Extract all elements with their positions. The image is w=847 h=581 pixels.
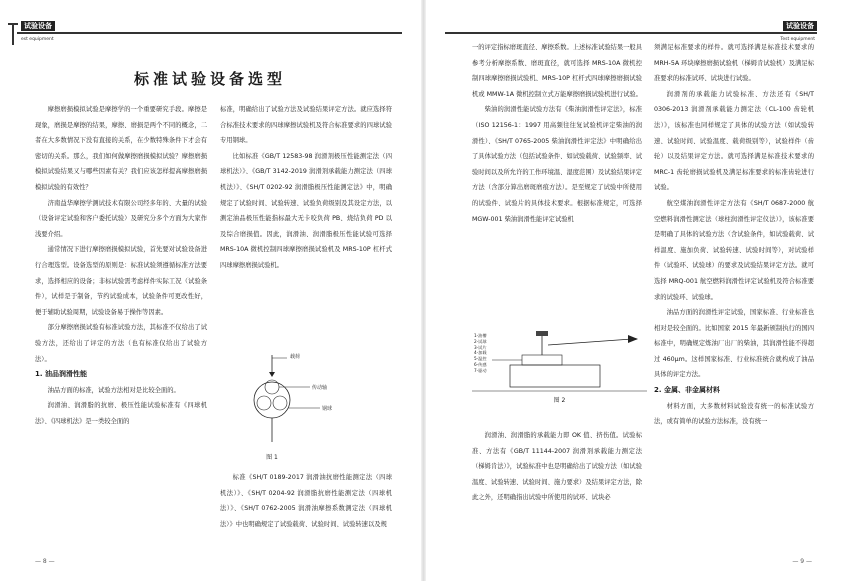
left-column-2	[220, 102, 392, 274]
figure-label-shaft: 传动轴	[312, 385, 328, 391]
right-column-2	[654, 40, 814, 430]
legend-item: 3-试片	[474, 344, 487, 350]
header-t-mark-icon	[8, 23, 14, 45]
paragraph: 航空煤油润滑性评定方法有《SH/T 0687-2000 航空燃料润滑性测定法（球柱润滑性评定仪法）》，该标准要是明确了具体的试验方法（含试验条件，如试验载荷、试样温度、施加负荷、试验转速、试验时间等），对试验样件（试验环、试验球）的要求及试验结果评定方法。就可选择 MRQ-001 航空燃料润滑性评定试验机及符合标准要求的试验环、试验球。	[654, 199, 814, 301]
header-rule	[17, 32, 402, 34]
header-rule	[445, 32, 817, 34]
figure-caption: 图 1	[266, 454, 278, 461]
paragraph: 比如标准《GB/T 12583-98 润滑剂极压性能测定法（四球机法）》、《GB/T 3142-2019 润滑剂承载能力测定法（四球机法）》、《SH/T 0202-92 润滑脂极压性能测定法》中，明确规定了试验时间、试验转速、试验负荷级别及其设定方法，以测定油品极压性能指标最大无卡咬负荷 PB、烧结负荷 PD 以及综合磨损值。因此，润滑油、润滑脂极压性能试验可选择 MRS-10A 微机控制四球摩擦磨损试验机及 MRS-10P 杠杆式四球摩擦磨损试验机。	[220, 152, 392, 269]
paragraph: 须满足标准要求的样件。就可选择满足标准技术要求的 MRH-5A 环块摩擦磨损试验机（梯姆肯试验机）及满足标准要求的标准试环、试块进行试验。	[654, 44, 814, 83]
figure-label-ball: 钢球	[322, 406, 333, 412]
legend-item: 4-加载	[474, 350, 487, 356]
header-section-tag: 试验设备	[783, 21, 817, 31]
article-title: 标准试验设备选型	[133, 70, 286, 88]
legend-item: 6-传感	[474, 361, 487, 367]
paragraph: 柴油的润滑性能试验方法有《柴油润滑性评定法》，标准（ISO 12156-1：1997 用高频往往复试验机评定柴油的润滑性）、《SH/T 0765-2005 柴油润滑性评定法》中明确给出了具体试验方法（包括试验条件、如试验载荷、试验频率、试验时间以及所允许的工作环境温、湿度范围）及试验结果评定方法（含部分算出磨斑磨痕方法）。是至规定了试验中所使用的试验件、试验片的具体技术要求。根据标准规定，可选择 MGW-001 柴油润滑性能评定试验机	[472, 106, 643, 223]
figure-legend	[474, 333, 487, 374]
hfrr-apparatus-diagram	[472, 325, 647, 393]
legend-item: 2-试球	[474, 338, 487, 344]
section-heading: 2. 金属、非金属材料	[654, 386, 720, 395]
right-page	[427, 0, 847, 581]
page-number: — 8 —	[35, 558, 55, 565]
paragraph: 润滑油、润滑脂的抗磨、极压性能试验标准有《四球机法》、《四球机法》是一类较全面的	[35, 402, 207, 425]
paragraph: 标准《SH/T 0189-2017 润滑油抗磨性能测定法（四球机法）》、《SH/T 0204-92 润滑脂抗磨性能测定法（四球机法）》、《SH/T 0762-2005 润滑油摩擦系数测定法（四球机法）》中也明确规定了试验载荷、试验时间、试验转速以及规	[220, 474, 392, 528]
paragraph: 济南益华摩擦学测试技术有限公司经多年的、大量的试验（设备评定试验和客户委托试验）及研究分多个方面为大家作浅要介绍。	[35, 199, 207, 238]
left-column-1	[35, 102, 207, 429]
figure-caption: 图 2	[553, 397, 566, 404]
paragraph: 油品方面的标准，试验方法相对是比较全面的。	[47, 386, 180, 394]
paragraph: 润滑油、润滑脂的承载能力即 OK 值、挤伤值。试验标准、方法有《GB/T 11144-2007 润滑剂承载能力测定法（梯姆肯法）》，试验标准中也是明确给出了试验方法（如试验温度、试验转速、试验时间、施力要求）及结果评定方法，除此之外，还明确指出试验中所使用的试环、试块必	[472, 432, 643, 502]
header-section-subtitle: Test equipment	[780, 37, 815, 42]
paragraph: 标准，明确给出了试验方法及试验结果评定方法。就应选择符合标准技术要求的四球摩擦试验机及符合标准要求的四球试验专用钢球。	[220, 106, 392, 145]
header-section-tag: 试验设备	[21, 21, 55, 31]
left-column-2-tail	[220, 470, 392, 532]
figure-label-load: 载荷	[290, 354, 301, 360]
page-number: — 9 —	[792, 558, 812, 565]
paragraph: 一的评定指标磨斑直径、摩擦系数。上述标准试验结果一般具参考分析摩擦系数、磨斑直径，就可选择 MRS-10A 微机控制四球摩擦磨损试验机、MRS-10P 杠杆式四球摩擦磨损试验机或 MMW-1A 微机控制立式万能摩擦磨损试验机进行试验。	[472, 44, 643, 98]
section-heading: 1. 油品润滑性能	[35, 370, 87, 379]
paragraph: 通常情况下进行摩擦磨损模拟试验，首先要对试验设备进行合理选型。设备选型的原则是：标准试验须遵循标准方法要求，选择相应的设备；非标试验需考虑样件实际工况（试验条件），试样是于制备，节约试验成本，试验条件可更改性好，便于辅助试验周期，试验设备易于操作等因素。	[35, 246, 207, 316]
book-gutter	[421, 0, 426, 581]
paragraph: 润滑剂的承载能力试验标准、方法还有《SH/T 0306-2013 润滑剂承载能力测定法（CL-100 齿轮机法）》，该标准也同样规定了具体的试验方法（如试验转速、试验时间、试验温度、载荷级别等），试验样件（齿轮）以及结果评定方法。就可选择满足标准技术要求的 MRC-1 齿轮磨损试验机及满足标准要求的标准齿轮进行试验。	[654, 90, 814, 192]
paragraph: 材料方面，大多数材料试验没有统一的标准试验方法，或有简单的试验方法标准，没有统一	[654, 402, 814, 426]
legend-item: 5-温控	[474, 356, 487, 362]
header-section-subtitle: est equipment	[21, 37, 54, 42]
right-column-1	[472, 40, 642, 227]
four-ball-diagram	[232, 350, 382, 450]
legend-item: 7-驱动	[474, 367, 487, 373]
paragraph: 油品方面的润滑性评定试验，国家标准、行业标准也相对是较全面的。比如国家 2015 年最新颁制执行的国四标准中，明确规定炼油厂出厂的柴油，其润滑性能不得超过 460μm。这样国家标准、行业标准统合就构成了油品具体的评定方法。	[654, 309, 814, 379]
right-column-1-tail	[472, 428, 642, 506]
legend-item: 1-油槽	[474, 333, 487, 338]
figure-1	[232, 350, 382, 460]
paragraph: 部分摩擦磨损试验有标准试验方法，其标准不仅给出了试验方法，还给出了评定的方法（也有标准仅给出了试验方法）。	[35, 324, 207, 363]
left-page	[0, 0, 420, 581]
figure-2	[472, 325, 647, 415]
paragraph: 摩擦磨损模拟试验是摩擦学的一个重要研究手段。摩擦是现象，磨损是摩擦的结果，摩擦、磨损是两个不同的概念，二者在大多数情况下没有直接的关系，在少数特殊条件下才会有密切的关系。那么，我们如何做摩擦磨损模拟试验？摩擦磨损模拟试验结果又与哪些因素有关？我们应该怎样提高摩擦磨损模拟试验的有效性？	[35, 106, 207, 191]
